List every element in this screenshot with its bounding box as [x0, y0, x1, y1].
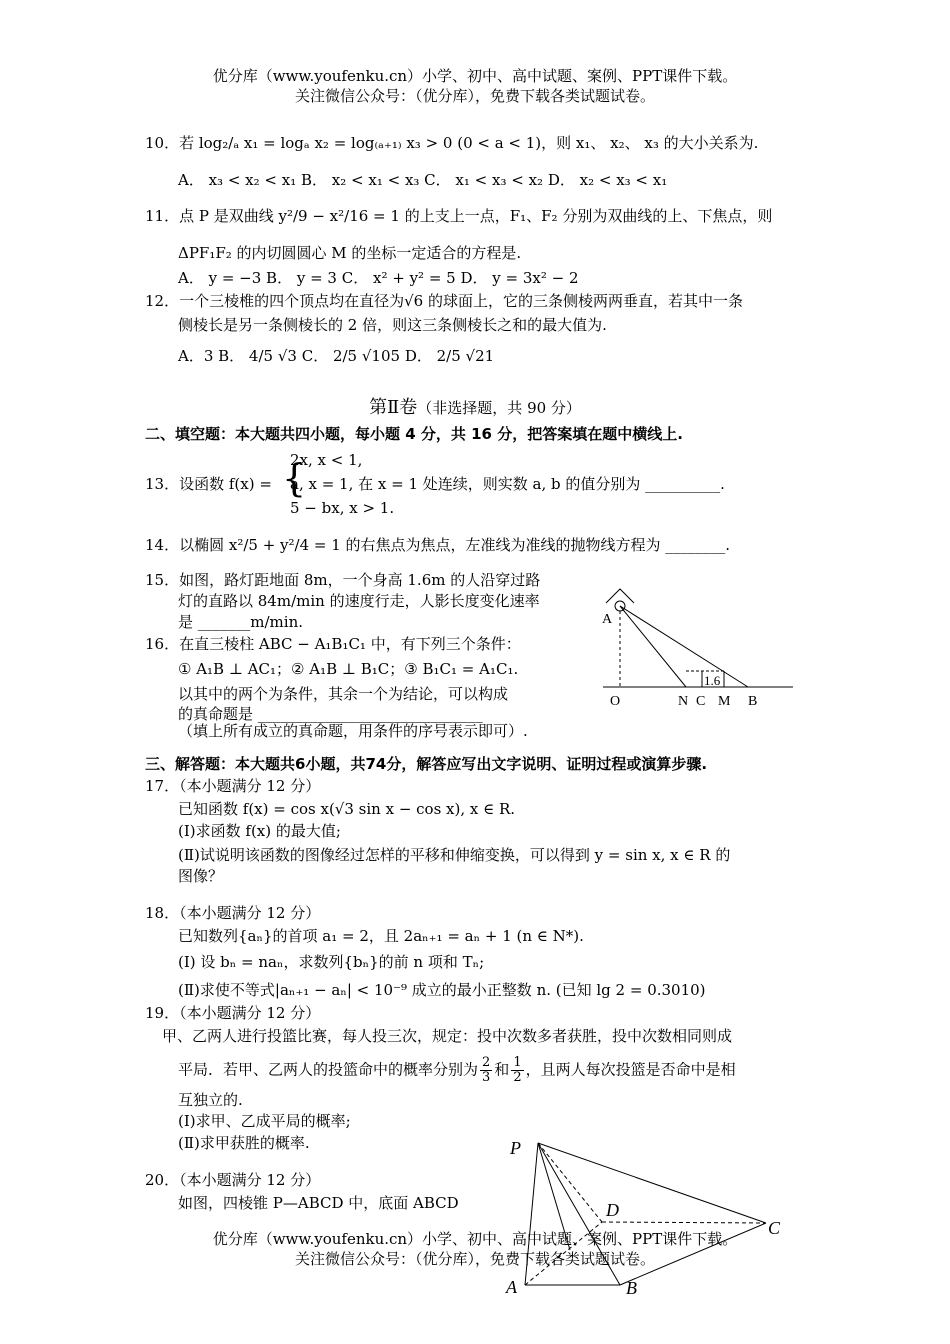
- q19-line-2c: ，且两人每次投篮是否命中是相: [525, 1060, 736, 1079]
- q12-stem-2: 侧棱长是另一条侧棱长的 2 倍，则这三条侧棱长之和的最大值为.: [178, 316, 607, 334]
- q20-title: 20．（本小题满分 12 分）: [145, 1171, 321, 1189]
- q11-stem-2: ΔPF₁F₂ 的内切圆圆心 M 的坐标一定适合的方程是.: [178, 244, 522, 262]
- q13-piece-3: 5 − bx, x > 1.: [290, 499, 395, 517]
- section3-heading: 三、解答题：本大题共6小题，共74分，解答应写出文字说明、证明过程或演算步骤.: [145, 755, 708, 773]
- q17-line-1: 已知函数 f(x) = cos x(√3 sin x − cos x), x ∈ R.: [178, 800, 516, 818]
- label-b: B: [626, 1278, 637, 1298]
- prob-b-den: 2: [513, 1070, 522, 1085]
- prob-a-num: 2: [482, 1055, 491, 1070]
- q17-line-3: (Ⅱ)试说明该函数的图像经过怎样的平移和伸缩变换，可以得到 y = sin x, x ∈ R 的: [178, 846, 731, 864]
- label-p: P: [510, 1138, 521, 1158]
- label-d: D: [606, 1200, 619, 1220]
- label-height: 1.6: [704, 673, 721, 688]
- q19-line-1: 甲、乙两人进行投篮比赛，每人投三次，规定：投中次数多者获胜，投中次数相同则成: [162, 1027, 733, 1045]
- prob-fraction-b: [511, 1056, 523, 1085]
- q13-piece-1: 2x, x < 1,: [290, 451, 363, 469]
- section2-heading: 二、填空题：本大题共四小题，每小题 4 分，共 16 分，把答案填在题中横线上.: [145, 425, 683, 443]
- edge-dc: [602, 1222, 766, 1223]
- part2-title: 第Ⅱ卷: [369, 397, 418, 418]
- label-o: O: [610, 694, 621, 709]
- footer-line-2: 关注微信公众号：（优分库），免费下载各类试题试卷。: [294, 1250, 655, 1268]
- label-m: M: [718, 694, 731, 709]
- q13-brace: {: [282, 456, 307, 500]
- label-c: C: [768, 1218, 781, 1238]
- q10-options: A． x₃ < x₂ < x₁ B． x₂ < x₁ < x₃ C． x₁ < x₃ < x₂ D． x₂ < x₃ < x₁: [178, 171, 668, 189]
- header-line-1: 优分库（www.youfenku.cn）小学、初中、高中试题、案例、PPT课件下载。: [212, 67, 738, 85]
- q13-piece-2: a, x = 1, 在 x = 1 处连续，则实数 a, b 的值分别为 __________.: [290, 475, 725, 493]
- q17-title: 17．（本小题满分 12 分）: [145, 777, 321, 795]
- q10-stem: 10．若 log₂/ₐ x₁ = logₐ x₂ = log₍ₐ₊₁₎ x₃ > 0 (0 < a < 1)，则 x₁、 x₂、 x₃ 的大小关系为.: [145, 134, 759, 152]
- edge-pc: [538, 1143, 766, 1223]
- q19-title: 19．（本小题满分 12 分）: [145, 1004, 321, 1022]
- header-line-2: 关注微信公众号：（优分库），免费下载各类试题试卷。: [294, 87, 655, 105]
- edge-pd: [538, 1143, 602, 1222]
- q17-line-2: (Ⅰ)求函数 f(x) 的最大值;: [178, 822, 341, 840]
- q16-line-4: 的真命题是 ______________________________: [178, 705, 483, 723]
- label-a: A: [602, 612, 613, 627]
- q16-line-5: （填上所有成立的真命题，用条件的序号表示即可）.: [178, 722, 528, 740]
- prob-a-den: 3: [482, 1070, 491, 1085]
- label-c: C: [696, 694, 706, 709]
- q12-stem: 12．一个三棱椎的四个顶点均在直径为√6 的球面上，它的三条侧棱两两垂直，若其中一条: [145, 292, 743, 310]
- q18-line-2: (Ⅰ) 设 bₙ = naₙ，求数列{bₙ}的前 n 项和 Tₙ;: [178, 953, 485, 971]
- part2-subtitle: （非选择题，共 90 分）: [417, 399, 581, 417]
- part2-heading: [0, 398, 950, 418]
- streetlight-figure: [598, 575, 798, 710]
- q19-line-5: (Ⅱ)求甲获胜的概率.: [178, 1134, 310, 1152]
- q11-stem: 11．点 P 是双曲线 y²/9 − x²/16 = 1 的上支上一点，F₁、F₂ 分别为双曲线的上、下焦点，则: [145, 207, 773, 225]
- label-b: B: [748, 694, 758, 709]
- q12-options: A．3 B． 4/5 √3 C． 2/5 √105 D． 2/5 √21: [178, 347, 495, 365]
- q16-line-3: 以其中的两个为条件，其余一个为结论，可以构成: [178, 685, 509, 703]
- prob-fraction-a: [480, 1056, 492, 1085]
- q15-line-3: 是 _______m/min.: [178, 613, 303, 631]
- q18-line-3: (Ⅱ)求使不等式|aₙ₊₁ − aₙ| < 10⁻⁹ 成立的最小正整数 n. (已知 lg 2 = 0.3010): [178, 981, 706, 999]
- q19-line-3: 互独立的.: [178, 1091, 243, 1109]
- light-ray-n: [620, 606, 686, 687]
- q19-line-2a: 平局．若甲、乙两人的投篮命中的概率分别为: [178, 1060, 479, 1079]
- q16-line-2: ① A₁B ⊥ AC₁；② A₁B ⊥ B₁C；③ B₁C₁ = A₁C₁.: [178, 660, 519, 678]
- q18-title: 18．（本小题满分 12 分）: [145, 904, 321, 922]
- q15-line-1: 15．如图，路灯距地面 8m，一个身高 1.6m 的人沿穿过路: [145, 571, 541, 589]
- light-ray-b: [620, 606, 748, 687]
- q16-line-1: 16．在直三棱柱 ABC − A₁B₁C₁ 中，有下列三个条件：: [145, 635, 521, 653]
- label-a: A: [506, 1277, 517, 1297]
- q11-options: A． y = −3 B． y = 3 C． x² + y² = 5 D． y = 3x² − 2: [178, 269, 579, 287]
- q14-stem: 14．以椭圆 x²/5 + y²/4 = 1 的右焦点为焦点，左准线为准线的抛物线方程为 ________.: [145, 536, 731, 554]
- q18-line-1: 已知数列{aₙ}的首项 a₁ = 2，且 2aₙ₊₁ = aₙ + 1 (n ∈ N*).: [178, 927, 584, 945]
- q19-line-2b: 和: [494, 1060, 510, 1079]
- prob-b-num: 1: [513, 1055, 522, 1070]
- q17-line-4: 图像？: [178, 867, 224, 885]
- q15-line-2: 灯的直路以 84m/min 的速度行走，人影长度变化速率: [178, 592, 540, 610]
- q13-stem: 13．设函数 f(x) =: [145, 475, 272, 493]
- q19-line-2: [178, 1056, 736, 1085]
- footer-line-1: 优分库（www.youfenku.cn）小学、初中、高中试题、案例、PPT课件下载。: [212, 1230, 738, 1248]
- q20-line-1: 如图，四棱锥 P—ABCD 中，底面 ABCD: [178, 1194, 459, 1212]
- label-n: N: [678, 694, 689, 709]
- q19-line-4: (Ⅰ)求甲、乙成平局的概率;: [178, 1112, 351, 1130]
